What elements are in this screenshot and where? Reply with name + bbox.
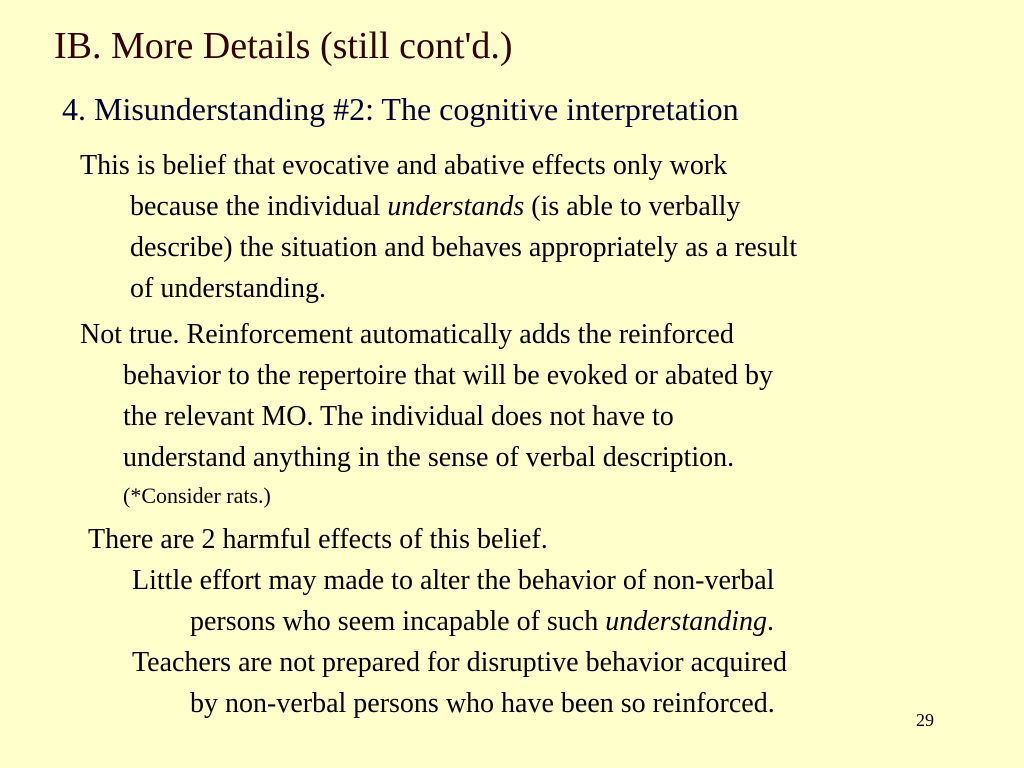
effect-item: Little effort may made to alter the behavior of non-verbal (132, 565, 775, 596)
paragraph-belief-definition (80, 145, 797, 309)
paragraph-line (80, 186, 797, 227)
slide-subtitle: 4. Misunderstanding #2: The cognitive interpretation (62, 91, 739, 127)
text-span: . (767, 606, 774, 637)
effect-item: Teachers are not prepared for disruptive behavior acquired (132, 647, 787, 678)
text-span: persons who seem incapable of such (190, 606, 606, 637)
page-number: 29 (916, 710, 934, 730)
emphasis-understands: understands (387, 191, 525, 222)
paragraph-line: describe) the situation and behaves appropriately as a result (130, 232, 798, 263)
effect-item-continuation (88, 601, 787, 642)
slide-title: IB. More Details (still cont'd.) (54, 25, 513, 67)
paragraph-line: Not true. Reinforcement automatically adds the reinforced (80, 319, 734, 350)
text-span: because the individual (130, 191, 388, 222)
paragraph-harmful-effects (88, 519, 787, 724)
effect-item-continuation: by non-verbal persons who have been so reinforced. (190, 688, 775, 719)
paragraph-line: of understanding. (130, 273, 326, 304)
paragraph-line: the relevant MO. The individual does not have to (123, 401, 674, 432)
consider-rats-note: (*Consider rats.) (123, 483, 271, 508)
paragraph-line: understand anything in the sense of verbal description. (123, 442, 735, 473)
paragraph-line: There are 2 harmful effects of this belief. (88, 524, 548, 555)
emphasis-understanding: understanding (605, 606, 767, 637)
paragraph-line: behavior to the repertoire that will be evoked or abated by (123, 360, 773, 391)
paragraph-rebuttal (80, 314, 773, 514)
paragraph-line: This is belief that evocative and abative effects only work (80, 150, 728, 181)
text-span: (is able to verbally (524, 191, 741, 222)
